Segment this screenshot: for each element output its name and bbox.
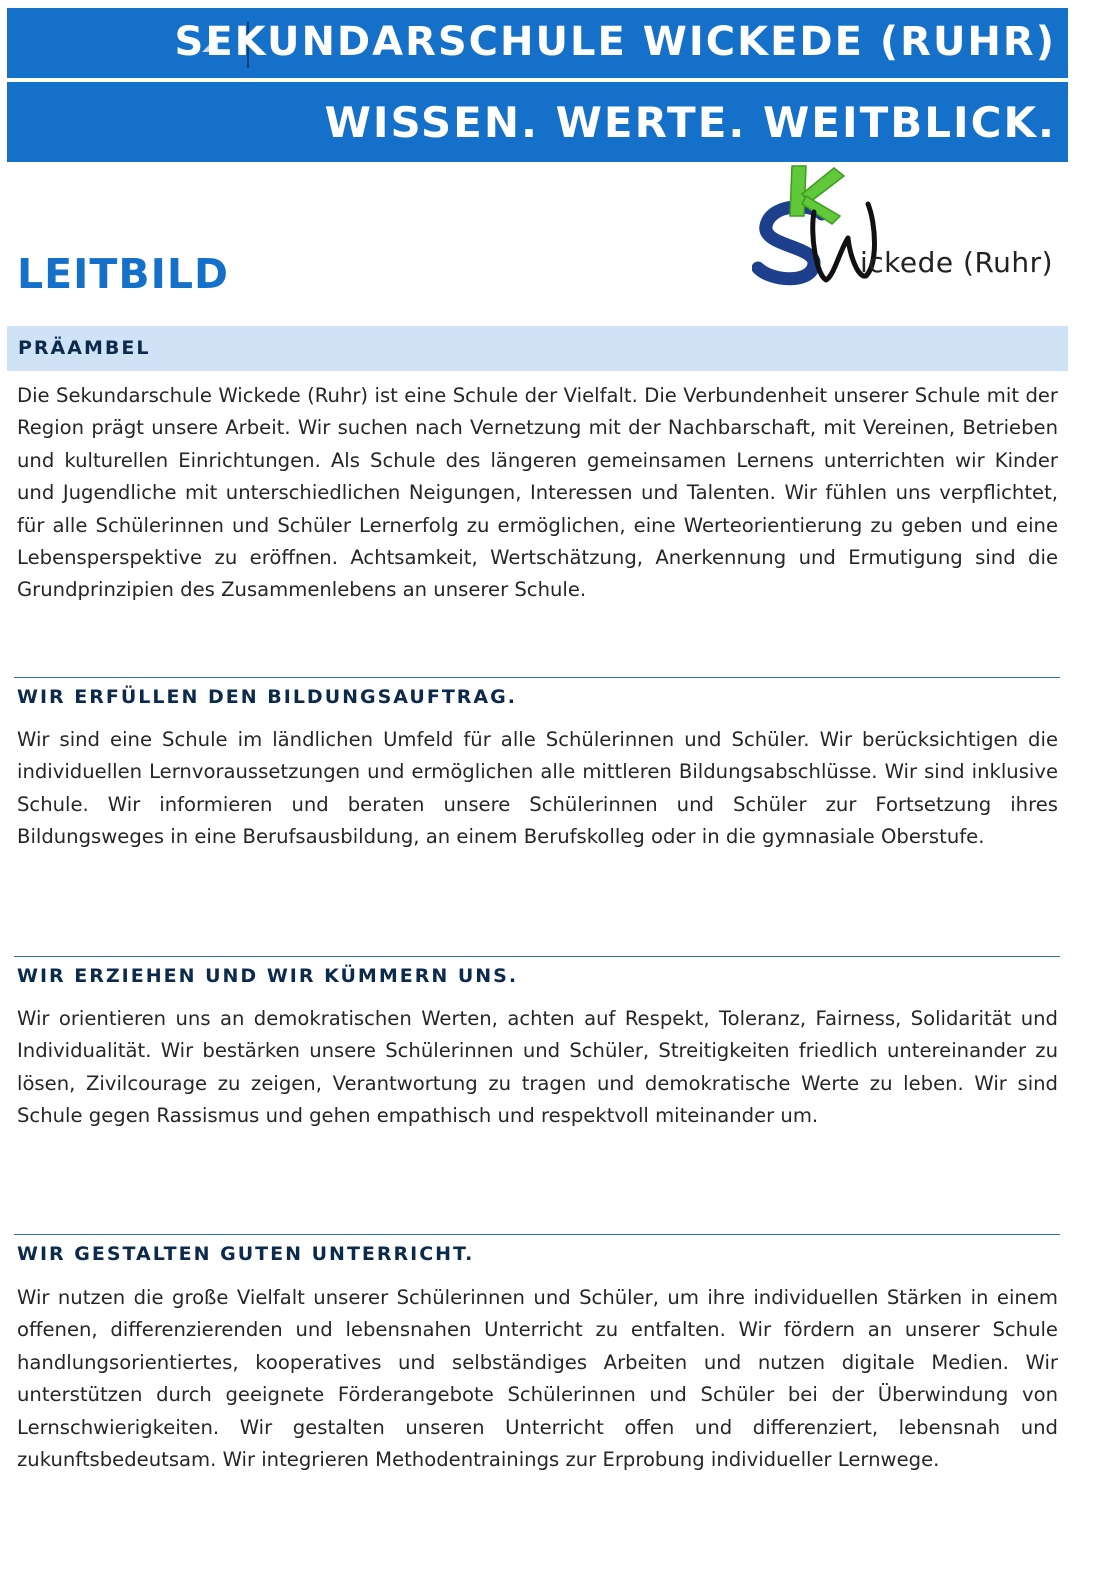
header-banner-top [7,8,1068,78]
paragraph-erziehen: Wir orientieren uns an demokratischen Werten, achten auf Respekt, Toleranz, Fairness, Solidarität und Individualität. Wir bestärken unsere Schülerinnen und Schüler, Streitigkeiten friedlich untereinander zu lösen, Zivilcourage zu zeigen, Verantwortung zu tragen und demokratische Werte zu leben. Wir sind Schule gegen Rassismus und gehen empathisch und respektvoll miteinander um. [17,1007,1058,1128]
page-title: LEITBILD [17,250,230,298]
paragraph-unterricht: Wir nutzen die große Vielfalt unserer Schülerinnen und Schüler, um ihre individuellen Stärken in einem offenen, differenzierenden und lebensnahen Unterricht zu entfalten. Wir fördern an unserer Schule handlungsorientiertes, kooperatives und selbständiges Arbeiten und nutzen digitale Medien. Wir unterstützen durch geeignete Förderangebote Schülerinnen und Schüler bei der Überwindung von Lernschwierigkeiten. Wir gestalten unseren Unterricht offen und differenziert, lebensnah und zukunftsbedeutsam. Wir integrieren Methodentrainings zur Erprobung individueller Lernwege. [17,1286,1058,1472]
school-motto: WISSEN. WERTE. WEITBLICK. [324,98,1056,147]
section-heading-erziehen: WIR ERZIEHEN UND WIR KÜMMERN UNS. [17,965,519,987]
section-heading-unterricht: WIR GESTALTEN GUTEN UNTERRICHT. [17,1243,475,1265]
section-bar-praeambel [7,326,1068,371]
header-banner-bottom [7,82,1068,162]
section-divider [14,1234,1060,1235]
paragraph-praeambel: Die Sekundarschule Wickede (Ruhr) ist eine Schule der Vielfalt. Die Verbundenheit unserer Schule mit der Region prägt unsere Arbeit. Wir suchen nach Vernetzung mit der Nachbarschaft, mit Vereinen, Betrieben und kulturellen Einrichtungen. Als Schule des längeren gemeinsamen Lernens unterrichten wir Kinder und Jugendliche mit unterschiedlichen Neigungen, Interessen und Talenten. Wir fühlen uns verpflichtet, für alle Schülerinnen und Schüler Lernerfolg zu ermöglichen, eine Werteorientierung zu geben und eine Lebensperspektive zu eröffnen. Achtsamkeit, Wertschätzung, Anerkennung und Ermutigung sind die Grundprinzipien des Zusammenlebens an unserer Schule. [17,384,1058,602]
section-heading-bildungsauftrag: WIR ERFÜLLEN DEN BILDUNGSAUFTRAG. [17,686,517,708]
paragraph-bildungsauftrag: Wir sind eine Schule im ländlichen Umfeld für alle Schülerinnen und Schüler. Wir berücksichtigen die individuellen Lernvoraussetzungen und ermöglichen alle mittleren Bildungsabschlüsse. Wir sind inklusive Schule. Wir informieren und beraten unsere Schülerinnen und Schüler zur Fortsetzung ihres Bildungsweges in eine Berufsausbildung, an einem Berufskolleg oder in die gymnasiale Oberstufe. [17,728,1058,849]
section-divider [14,956,1060,957]
logo-text: ickede (Ruhr) [860,246,1054,279]
section-heading-praeambel: PRÄAMBEL [18,337,151,359]
section-divider [14,677,1060,678]
school-name: SEKUNDARSCHULE WICKEDE (RUHR) [174,19,1056,65]
